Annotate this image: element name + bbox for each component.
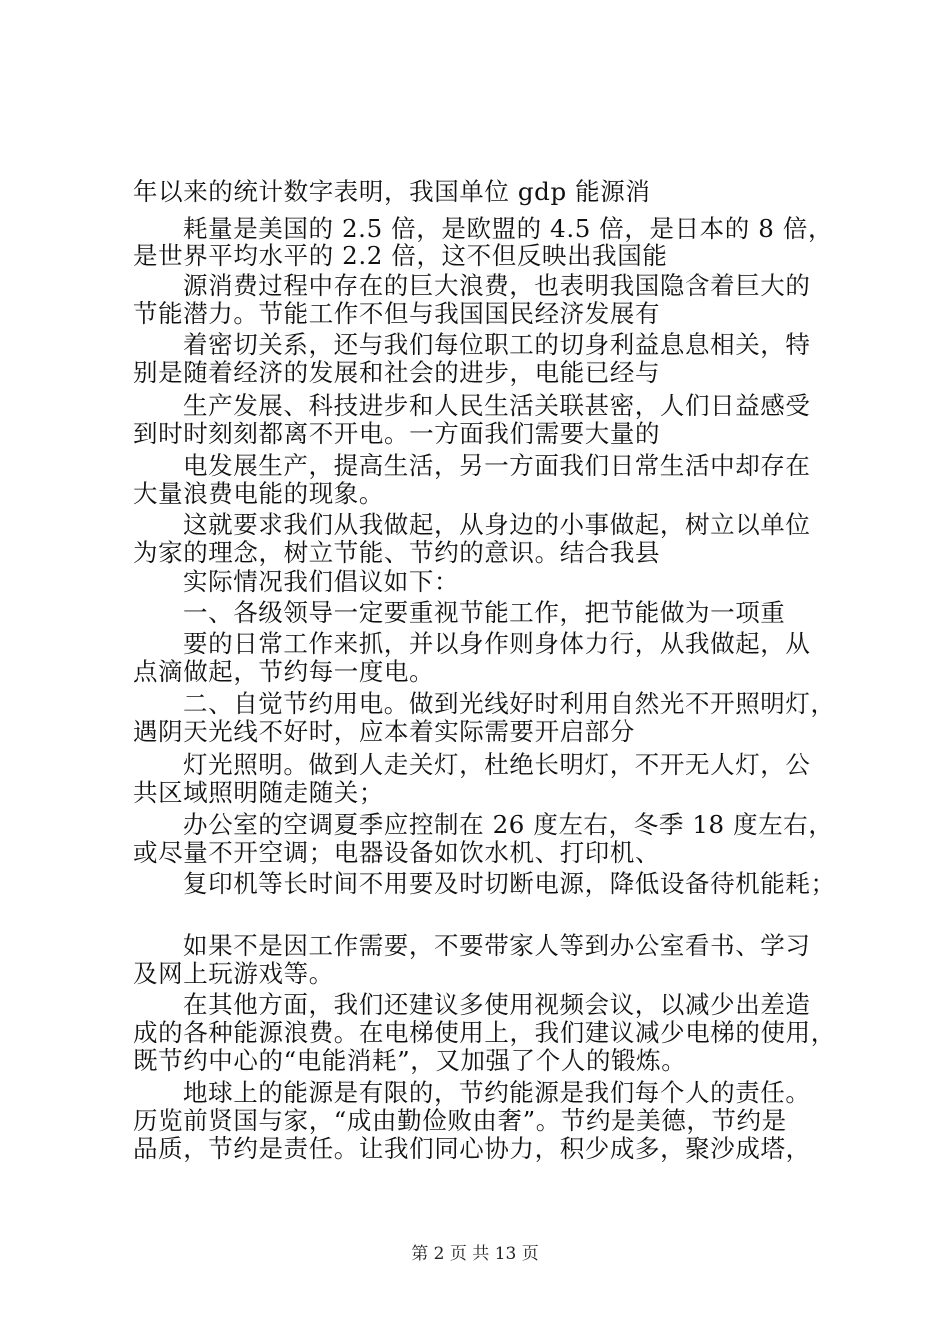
text-line: 办公室的空调夏季应控制在 26 度左右，冬季 18 度左右， <box>183 810 834 839</box>
text-line: 到时时刻刻都离不开电。一方面我们需要大量的 <box>133 419 661 448</box>
text-line: 着密切关系，还与我们每位职工的切身利益息息相关，特 <box>183 330 811 359</box>
text-line: 生产发展、科技进步和人民生活关联甚密，人们日益感受 <box>183 391 811 420</box>
text-line: 实际情况我们倡议如下： <box>183 567 460 596</box>
text-line: 别是随着经济的发展和社会的进步，电能已经与 <box>133 358 661 387</box>
text-line: 电发展生产，提高生活，另一方面我们日常生活中却存在 <box>183 451 811 480</box>
text-line: 地球上的能源是有限的，节约能源是我们每个人的责任。 <box>183 1078 811 1107</box>
text-line: 点滴做起，节约每一度电。 <box>133 657 435 686</box>
text-line: 灯光照明。做到人走关灯，杜绝长明灯，不开无人灯，公 <box>183 750 811 779</box>
text-line: 共区域照明随走随关； <box>133 778 384 807</box>
text-line: 在其他方面，我们还建议多使用视频会议，以减少出差造 <box>183 990 811 1019</box>
text-line: 及网上玩游戏等。 <box>133 959 334 988</box>
text-line: 复印机等长时间不用要及时切断电源，降低设备待机能耗； <box>183 869 836 898</box>
text-line: 一、各级领导一定要重视节能工作，把节能做为一项重 <box>183 598 786 627</box>
text-line: 既节约中心的“电能消耗”，又加强了个人的锻炼。 <box>133 1046 687 1075</box>
text-line: 历览前贤国与家，“成由勤俭败由奢”。节约是美德，节约是 <box>133 1106 787 1135</box>
text-line: 品质，节约是责任。让我们同心协力，积少成多，聚沙成塔， <box>133 1134 811 1163</box>
text-line: 是世界平均水平的 2.2 倍，这不但反映出我国能 <box>133 241 668 270</box>
text-line: 源消费过程中存在的巨大浪费，也表明我国隐含着巨大的 <box>183 271 811 300</box>
text-line: 节能潜力。节能工作不但与我国国民经济发展有 <box>133 299 661 328</box>
text-line: 年以来的统计数字表明，我国单位 gdp 能源消 <box>133 177 651 206</box>
text-line: 或尽量不开空调；电器设备如饮水机、打印机、 <box>133 838 661 867</box>
text-line: 成的各种能源浪费。在电梯使用上，我们建议减少电梯的使用， <box>133 1018 836 1047</box>
text-line: 遇阴天光线不好时，应本着实际需要开启部分 <box>133 717 635 746</box>
page-number-footer: 第 2 页 共 13 页 <box>411 1244 539 1264</box>
text-line: 二、自觉节约用电。做到光线好时利用自然光不开照明灯， <box>183 689 836 718</box>
text-line: 大量浪费电能的现象。 <box>133 479 384 508</box>
text-line: 为家的理念，树立节能、节约的意识。结合我县 <box>133 538 661 567</box>
text-line: 耗量是美国的 2.5 倍，是欧盟的 4.5 倍，是日本的 8 倍， <box>183 214 834 243</box>
text-line: 如果不是因工作需要，不要带家人等到办公室看书、学习 <box>183 931 811 960</box>
text-line: 这就要求我们从我做起，从身边的小事做起，树立以单位 <box>183 510 811 539</box>
text-line: 要的日常工作来抓，并以身作则身体力行，从我做起，从 <box>183 629 811 658</box>
